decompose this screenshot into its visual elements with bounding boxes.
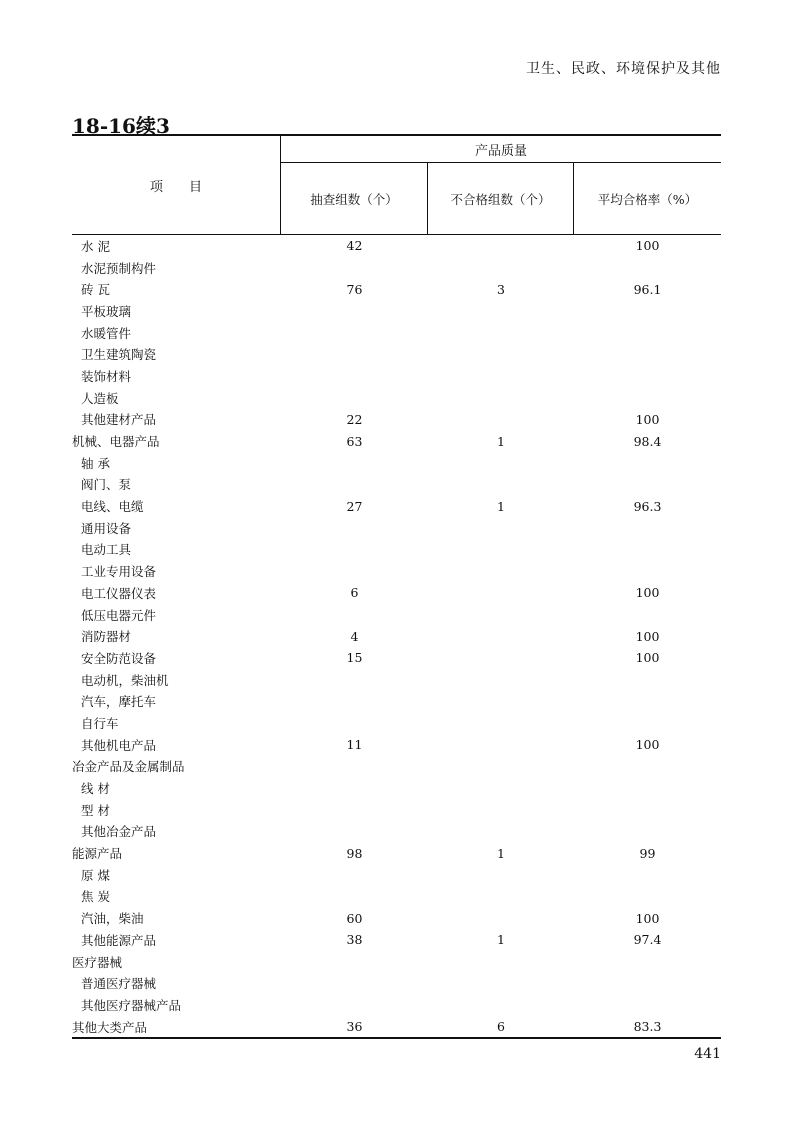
column-header-sampled: 抽查组数（个） [281,163,428,234]
table-title: 18-16续3 [72,114,170,138]
table-row [72,300,721,322]
row-name: 原 煤 [81,867,110,883]
table-row [72,734,721,756]
table-row [72,365,721,387]
table-row [72,257,721,279]
row-name: 能源产品 [72,846,123,862]
row-name: 水暖管件 [81,325,132,341]
table-row [72,756,721,778]
row-name: 装饰材料 [81,368,132,384]
cell-pass-rate: 100 [635,910,660,926]
table-row [72,777,721,799]
cell-pass-rate: 99 [639,845,656,861]
quality-table [72,134,721,1039]
cell-sampled: 38 [346,932,363,948]
table-row [72,495,721,517]
row-name: 其他能源产品 [81,932,157,948]
cell-pass-rate: 100 [635,238,660,254]
row-name: 工业专用设备 [81,564,157,580]
table-row [72,690,721,712]
row-name: 普通医疗器械 [81,976,157,992]
table-row [72,994,721,1016]
table-row [72,886,721,908]
column-header-pass-rate: 平均合格率（%） [597,191,698,207]
row-name: 水 泥 [81,238,110,254]
cell-pass-rate: 100 [635,628,660,644]
row-name: 线 材 [81,781,110,797]
cell-sampled: 22 [346,411,363,427]
row-name: 电工仪器仪表 [81,585,157,601]
cell-pass-rate: 100 [635,650,660,666]
table-row [72,907,721,929]
table-row [72,669,721,691]
table-row [72,278,721,300]
cell-pass-rate: 100 [635,585,660,601]
row-name: 砖 瓦 [81,282,110,298]
table-row [72,604,721,626]
cell-pass-rate: 97.4 [633,932,662,948]
cell-pass-rate: 96.3 [633,498,662,514]
column-group-quality: 产品质量 [281,136,721,163]
table-row [72,539,721,561]
cell-unqualified: 6 [497,1019,505,1035]
cell-unqualified: 1 [497,845,505,861]
table-header [72,136,721,235]
table-row [72,517,721,539]
table-row [72,452,721,474]
page-number: 441 [694,1046,721,1062]
row-name: 汽油，柴油 [81,911,144,927]
column-header-unqualified: 不合格组数（个） [428,163,574,234]
table-body [72,235,721,1037]
cell-sampled: 42 [346,238,363,254]
table-row [72,951,721,973]
table-row [72,560,721,582]
table-row [72,712,721,734]
cell-unqualified: 1 [497,932,505,948]
row-name: 通用设备 [81,520,132,536]
cell-sampled: 6 [350,585,359,601]
table-row [72,474,721,496]
table-row [72,821,721,843]
table-row [72,322,721,344]
row-name: 医疗器械 [72,954,123,970]
table-row [72,409,721,431]
row-name: 平板玻璃 [81,303,132,319]
table-row [72,235,721,257]
cell-sampled: 27 [346,498,363,514]
table-row [72,799,721,821]
cell-sampled: 76 [346,281,363,297]
row-name: 其他建材产品 [81,412,157,428]
cell-unqualified: 1 [497,498,505,514]
cell-pass-rate: 96.1 [633,281,662,297]
cell-pass-rate: 100 [635,737,660,753]
cell-sampled: 60 [346,910,363,926]
row-name: 机械、电器产品 [72,434,160,450]
row-name: 型 材 [81,802,110,818]
row-name: 其他大类产品 [72,1019,148,1035]
cell-pass-rate: 100 [635,411,660,427]
table-row [72,1016,721,1038]
row-name: 电动机，柴油机 [81,672,169,688]
table-row [72,864,721,886]
cell-unqualified: 1 [497,433,505,449]
row-name: 自行车 [81,715,119,731]
table-row [72,647,721,669]
row-name: 阀门、泵 [81,477,132,493]
row-name: 冶金产品及金属制品 [72,759,185,775]
row-name: 焦 炭 [81,889,110,905]
row-name: 汽车，摩托车 [81,694,157,710]
cell-pass-rate: 98.4 [633,433,662,449]
row-name: 其他医疗器械产品 [81,997,182,1013]
column-header-item: 项 目 [72,136,281,234]
cell-pass-rate: 83.3 [633,1019,662,1035]
cell-sampled: 4 [350,628,359,644]
row-name: 电动工具 [81,542,132,558]
row-name: 低压电器元件 [81,607,157,623]
table-row [72,929,721,951]
row-name: 其他冶金产品 [81,824,157,840]
row-name: 水泥预制构件 [81,260,157,276]
table-row [72,842,721,864]
table-row [72,430,721,452]
cell-sampled: 15 [346,650,363,666]
cell-sampled: 11 [346,737,363,753]
row-name: 安全防范设备 [81,650,157,666]
running-header: 卫生、民政、环境保护及其他 [526,61,721,77]
cell-sampled: 63 [346,433,363,449]
table-row [72,343,721,365]
row-name: 轴 承 [81,455,110,471]
table-row [72,582,721,604]
table-row [72,972,721,994]
cell-sampled: 98 [346,845,363,861]
row-name: 其他机电产品 [81,737,157,753]
row-name: 电线、电缆 [81,499,144,515]
row-name: 卫生建筑陶瓷 [81,347,157,363]
row-name: 消防器材 [81,629,132,645]
cell-sampled: 36 [346,1019,363,1035]
row-name: 人造板 [81,390,119,406]
table-row [72,387,721,409]
table-row [72,625,721,647]
cell-unqualified: 3 [497,281,505,297]
